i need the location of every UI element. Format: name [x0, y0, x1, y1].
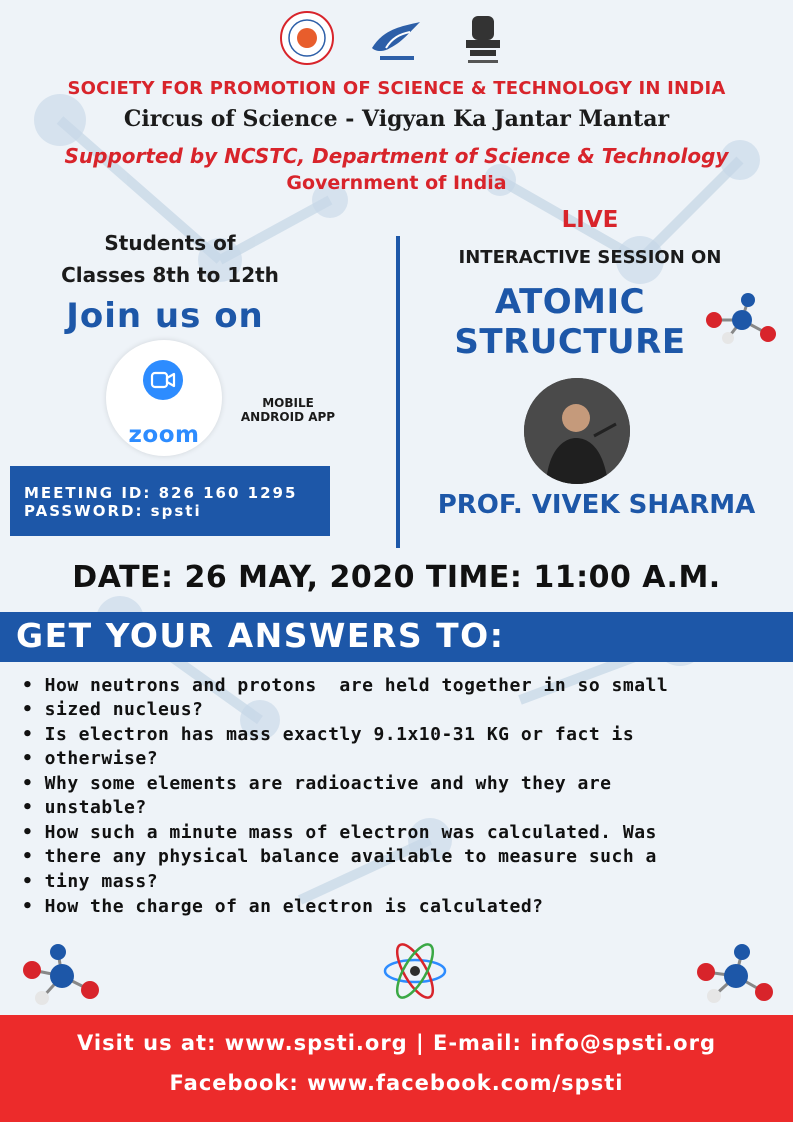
question-line: • otherwise? — [22, 748, 159, 769]
atom-icon — [380, 940, 450, 1002]
question-line: • there any physical balance available to measure such a — [22, 846, 657, 867]
question-line: • Is electron has mass exactly 9.1x10-31 KG or fact is — [22, 724, 635, 745]
answers-heading: GET YOUR ANSWERS TO: — [16, 616, 505, 655]
molecule-icon — [20, 940, 106, 1010]
facebook-line: Facebook: www.facebook.com/spsti — [169, 1071, 624, 1095]
question-line: • tiny mass? — [22, 871, 159, 892]
molecule-icon — [692, 940, 778, 1010]
organization-title: SOCIETY FOR PROMOTION OF SCIENCE & TECHNOLOGY IN INDIA — [67, 78, 726, 99]
audience-line-1: Students of — [104, 231, 236, 255]
question-line: • How such a minute mass of electron was calculated. Was — [22, 822, 657, 843]
question-line: • unstable? — [22, 797, 147, 818]
footer-banner — [0, 1015, 793, 1122]
question-line: • sized nucleus? — [22, 699, 204, 720]
speaker-name: PROF. VIVEK SHARMA — [437, 490, 756, 520]
government-line: Government of India — [286, 172, 507, 194]
meeting-details-box — [10, 466, 330, 536]
live-label: LIVE — [561, 207, 619, 233]
zoom-wordmark: zoom — [128, 422, 200, 448]
question-line: • How the charge of an electron is calculated? — [22, 896, 544, 917]
speaker-photo — [524, 378, 630, 484]
molecule-icon — [702, 290, 782, 350]
mobile-app-label: MOBILE ANDROID APP — [240, 396, 336, 424]
date-time: DATE: 26 MAY, 2020 TIME: 11:00 A.M. — [72, 560, 721, 595]
topic-line-2: STRUCTURE — [454, 322, 686, 362]
program-title: Circus of Science - Vigyan Ka Jantar Mantar — [123, 106, 670, 132]
support-line: Supported by NCSTC, Department of Science & Technology — [64, 144, 729, 168]
meeting-password: PASSWORD: spsti — [24, 502, 202, 520]
topic-line-1: ATOMIC — [494, 282, 646, 322]
contact-line: Visit us at: www.spsti.org | E-mail: info@spsti.org — [77, 1031, 716, 1055]
spsti-logo-icon — [276, 8, 338, 70]
session-label: INTERACTIVE SESSION ON — [458, 247, 722, 268]
zoom-logo — [106, 340, 222, 456]
question-line: • Why some elements are radioactive and why they are — [22, 773, 612, 794]
join-heading: Join us on — [66, 296, 264, 336]
india-emblem-logo-icon — [452, 8, 514, 70]
audience-line-2: Classes 8th to 12th — [61, 263, 279, 287]
answers-banner — [0, 612, 793, 662]
ncstc-dove-logo-icon — [364, 8, 426, 70]
video-camera-icon — [143, 360, 183, 400]
question-line: • How neutrons and protons are held together in so small — [22, 675, 669, 696]
meeting-id: MEETING ID: 826 160 1295 — [24, 484, 298, 502]
